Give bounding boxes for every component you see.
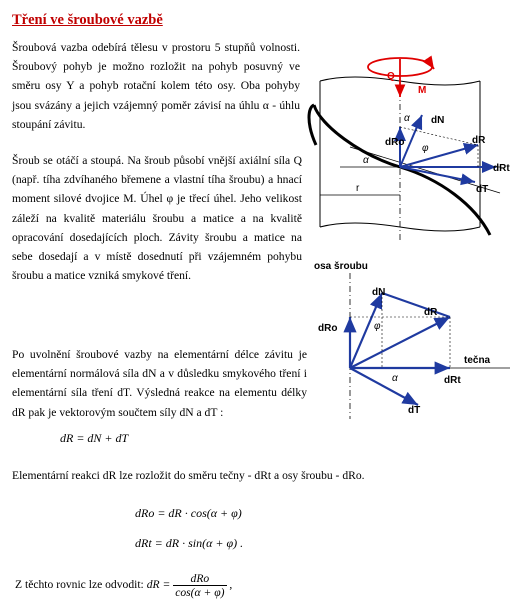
derivation-fraction [173,572,226,599]
svg-text:φ: φ [374,321,381,332]
thread-force-diagram [300,45,522,245]
svg-text:α: α [363,155,369,166]
svg-text:dRo: dRo [385,137,405,148]
intro-paragraph: Šroubová vazba odebírá tělesu v prostoru 5 stupňů volnosti. Šroubový pohyb je možno rozložit na pohyb posuvný ve směru osy Y a pohyb rotační kolem této osy. Oba pohyby jsou svázány a jejich vzájemný poměr závisí na úhlu α - úhlu stoupání závitu. [12,41,300,131]
forces-paragraph: Šroub se otáčí a stoupá. Na šroub působí vnější axiální síla Q (např. tíha zdvíhaného břemene a vlastní tíha šroubu) a hnací moment silové dvojice M. Úhel φ je třecí úhel. Jeho velikost záleží na kvalitě materiálu šroubu a matice a na kvalitě opracování dosedajících ploch. Závity šroubu a matice na sebe dosedají a v místě dosednutí při vzájemném pohybu šroubu a matice vzniká smykové tření. [12,154,302,283]
force-polygon-diagram [310,255,522,425]
svg-text:dR: dR [472,135,486,146]
equation-dRo: dRo = dR · cos(α + φ) [135,506,242,520]
radius-label: r [356,183,360,194]
derivation-prefix: Z těchto rovnic lze odvodit: [15,578,144,592]
dR-vector [400,145,478,167]
svg-text:α: α [392,373,398,384]
vector-sum-equation: dR = dN + dT [60,431,129,445]
svg-text:φ: φ [422,143,429,154]
svg-text:dRt: dRt [444,375,461,386]
dR-vector [350,317,450,368]
thread-curve [314,105,490,235]
tangent-label: tečna [464,355,491,366]
svg-text:dN: dN [431,115,445,126]
page-title: Tření ve šroubové vazbě [12,12,163,28]
decomposition-paragraph: Elementární reakci dR lze rozložit do směru tečny - dRt a osy šroubu - dRo. [12,469,365,482]
svg-text:dRo: dRo [318,323,338,334]
svg-text:dN: dN [372,287,386,298]
derivation-suffix: , [229,578,233,592]
derivation-line [15,572,232,599]
derivation-lhs: dR = [146,578,171,592]
moment-label: M [418,85,427,96]
svg-text:dR: dR [424,307,438,318]
svg-text:α: α [404,113,410,124]
svg-text:dT: dT [476,184,489,195]
dT-shift [382,293,450,317]
axis-label: osa šroubu [314,261,368,272]
fraction-numerator: dRo [173,572,226,586]
dT-vector [350,368,418,405]
axial-force-label: Q [387,71,395,82]
element-paragraph: Po uvolnění šroubové vazby na elementární délce závitu je elementární normálová síla dN a v důsledku smykového tření i elementární síla tření dT. Výsledná reakce na elementu délky dR pak je vektorovým součtem síly dN a dT : [12,348,307,419]
dT-vector [400,167,475,182]
fraction-denominator: cos(α + φ) [175,586,225,599]
svg-text:dT: dT [408,405,421,416]
svg-text:dRt: dRt [493,163,510,174]
equation-dRt: dRt = dR · sin(α + φ) . [135,536,244,550]
